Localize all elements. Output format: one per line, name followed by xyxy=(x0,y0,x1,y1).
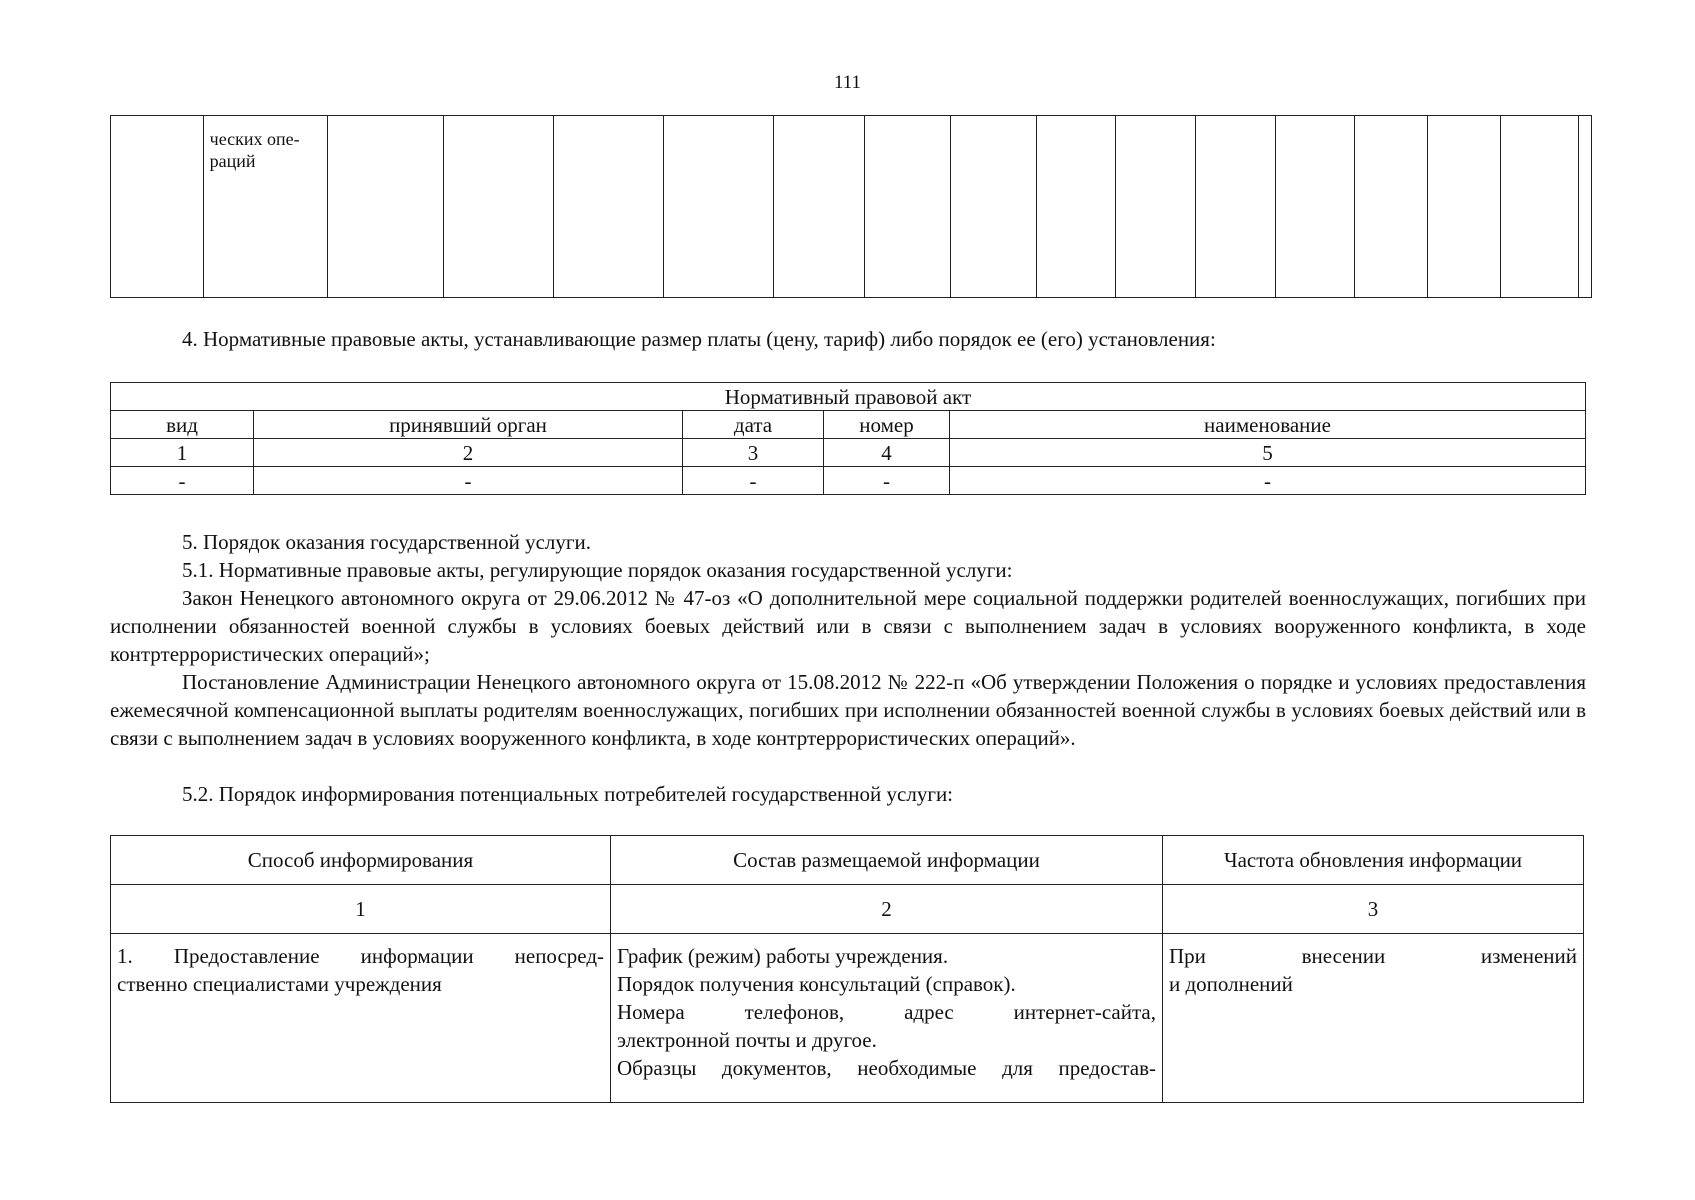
table-cell xyxy=(1427,116,1500,298)
table-row xyxy=(111,116,1592,298)
normative-acts-table xyxy=(110,382,1586,495)
table-header-row xyxy=(111,411,1586,439)
table-cell xyxy=(865,116,950,298)
column-header: номер xyxy=(824,411,950,439)
section-5-heading: 5. Порядок оказания государственной услуги. xyxy=(182,530,591,554)
cell-text: Образцы документов, необходимые для предостав- xyxy=(617,1056,1156,1080)
table-row xyxy=(111,885,1584,934)
content-cell xyxy=(611,934,1163,1103)
table-cell: - xyxy=(950,467,1586,495)
table-cell xyxy=(1196,116,1276,298)
table-cell xyxy=(1579,116,1592,298)
table-cell xyxy=(950,116,1036,298)
column-number: 3 xyxy=(683,439,824,467)
table-row xyxy=(111,467,1586,495)
column-number: 3 xyxy=(1163,885,1584,934)
column-header: дата xyxy=(683,411,824,439)
table-cell xyxy=(1116,116,1196,298)
frequency-cell xyxy=(1163,934,1584,1103)
table-cell xyxy=(553,116,664,298)
section-4-heading: 4. Нормативные правовые акты, устанавливающие размер платы (цену, тариф) либо порядок ее (его) установления: xyxy=(182,327,1216,351)
cell-text: ственно специалистами учреждения xyxy=(117,972,442,996)
column-number: 1 xyxy=(111,885,611,934)
table-cell xyxy=(203,116,327,298)
law-paragraph-2: Постановление Администрации Ненецкого автономного округа от 15.08.2012 № 222-п «Об утверждении Положения о порядке и условиях предоставления ежемесячной компенсационной выплаты родителям военнослужащих, погибших при исполнении обязанностей военной службы в условиях боевых действий или в связи с выполнением задач в условиях вооруженного конфликта, в ходе контртеррористических операций». xyxy=(110,670,1586,750)
table-row xyxy=(111,383,1586,411)
table-cell xyxy=(443,116,553,298)
cell-text: Номера телефонов, адрес интернет-сайта, xyxy=(617,1000,1156,1024)
column-header: вид xyxy=(111,411,254,439)
column-header: Частота обновления информации xyxy=(1163,836,1584,885)
cell-text: Порядок получения консультаций (справок). xyxy=(617,972,1016,996)
section-5-1-heading: 5.1. Нормативные правовые акты, регулирующие порядок оказания государственной услуги: xyxy=(182,558,1013,582)
cell-text: График (режим) работы учреждения. xyxy=(617,944,949,968)
table-title-cell: Нормативный правовой акт xyxy=(111,383,1586,411)
table-cell xyxy=(111,116,204,298)
table-cell xyxy=(664,116,774,298)
table-cell: - xyxy=(254,467,683,495)
column-header: наименование xyxy=(950,411,1586,439)
cell-text: раций xyxy=(209,151,256,171)
column-number: 2 xyxy=(611,885,1163,934)
table-cell xyxy=(1037,116,1116,298)
continuation-table xyxy=(110,115,1592,298)
column-number: 2 xyxy=(254,439,683,467)
table-row xyxy=(111,934,1584,1103)
table-header-row xyxy=(111,836,1584,885)
law-paragraph-1: Закон Ненецкого автономного округа от 29.06.2012 № 47-оз «О дополнительной мере социальной поддержки родителей военнослужащих, погибших при исполнении обязанностей военной службы в условиях боевых действий или в связи с выполнением задач в условиях вооруженного конфликта, в ходе контртеррористических операций»; xyxy=(110,586,1586,666)
column-header: Состав размещаемой информации xyxy=(611,836,1163,885)
cell-text: и дополнений xyxy=(1169,972,1293,996)
table-cell: - xyxy=(824,467,950,495)
table-row xyxy=(111,439,1586,467)
cell-text: электронной почты и другое. xyxy=(617,1028,877,1052)
method-cell xyxy=(111,934,611,1103)
section-5-2-heading: 5.2. Порядок информирования потенциальных потребителей государственной услуги: xyxy=(182,782,954,806)
column-number: 4 xyxy=(824,439,950,467)
informing-table xyxy=(110,835,1584,1103)
table-cell xyxy=(1500,116,1578,298)
table-cell xyxy=(327,116,443,298)
column-number: 1 xyxy=(111,439,254,467)
table-cell xyxy=(1355,116,1428,298)
cell-text: ческих опе- xyxy=(209,129,300,149)
column-header: принявший орган xyxy=(254,411,683,439)
table-cell xyxy=(1276,116,1355,298)
column-header: Способ информирования xyxy=(111,836,611,885)
table-cell: - xyxy=(683,467,824,495)
cell-text: 1. Предоставление информации непосред- xyxy=(117,944,604,968)
cell-text: При внесении изменений xyxy=(1169,944,1577,968)
table-cell xyxy=(774,116,865,298)
table-cell: - xyxy=(111,467,254,495)
column-number: 5 xyxy=(950,439,1586,467)
page-number: 111 xyxy=(833,72,862,93)
